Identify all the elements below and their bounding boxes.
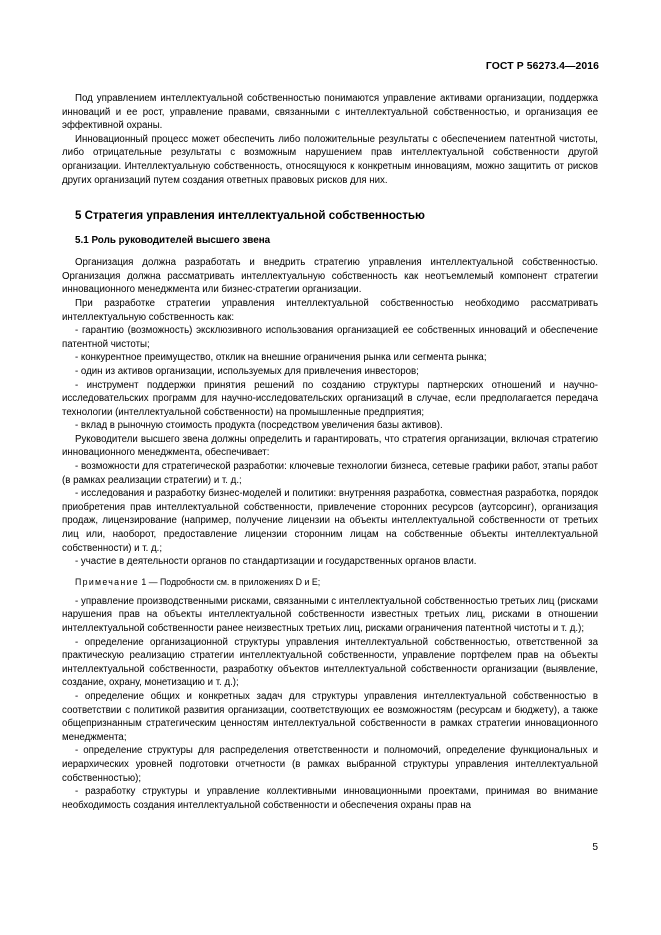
note-label: Примечание [75,576,139,587]
note-text: 1 — Подробности см. в приложениях D и E; [141,576,321,587]
body-paragraph: Руководители высшего звена должны определить и гарантировать, что стратегия организации, включая стратегию инновационного менеджмента, обеспечивает: [62,433,598,459]
list-item: - определение организационной структуры управления интеллектуальной собственностью, ответственной за практическую реализацию стратегии интеллектуальной собственности, управление портфелем прав на объекты интеллектуальной собственности, разработку объектов интеллектуальной собственности организации (выявление, создание, охрану, монетизацию и т. д.); [62,636,598,689]
page-number: 5 [592,842,598,853]
document-body [62,92,598,812]
list-item: - вклад в рыночную стоимость продукта (посредством увеличения базы активов). [75,420,443,432]
subsection-heading: 5.1 Роль руководителей высшего звена [75,235,271,247]
list-item: - исследования и разработку бизнес-моделей и политики: внутренняя разработка, совместная разработка, порядок приобретения прав интеллектуальной собственности, привлечение сторонних ресурсов (аутсорсинг), организация продаж, лицензирование (например, получение лицензии на объекты интеллектуальной собственности от третьих лиц или, наоборот, предоставление лицензии сторонним лицам на собственные объекты интеллектуальной собственности) и т. д.; [62,488,598,554]
body-paragraph: Организация должна разработать и внедрить стратегию управления интеллектуальной собственностью. Организация должна рассматривать интеллектуальную собственность как неотъемлемый компонент стратегии инновационного менеджмента или бизнес-стратегии организации. [62,257,598,296]
list-item: - участие в деятельности органов по стандартизации и государственных органов власти. [75,556,477,568]
list-item: - возможности для стратегической разработки: ключевые технологии бизнеса, сетевые графики работ, этапы работ (в рамках реализации стратегии) и т. д.; [62,461,598,486]
list-item: - один из активов организации, используемых для привлечения инвесторов; [75,365,419,377]
list-item: - инструмент поддержки принятия решений по созданию структуры партнерских отношений и научно-исследовательских программ для научно-исследовательских организаций в случае, если предполагается передача технологии (интеллектуальной собственности) на промышленные предприятия; [62,379,598,418]
body-paragraph: Под управлением интеллектуальной собственностью понимаются управление активами организации, поддержка инноваций и ее рост, управление правами, связанными с интеллектуальной собственностью, и организация ее эффективной охраны. [62,93,598,132]
document-code: ГОСТ Р 56273.4—2016 [485,61,599,72]
body-paragraph: Инновационный процесс может обеспечить либо положительные результаты с обеспечением патентной чистоты, либо отрицательные результаты с возможным нарушением прав интеллектуальной собственности другой организации. Интеллектуальную собственность, относящуюся к конкретным инновациям, можно защитить от рисков других организаций путем создания ответных правовых рисков для них. [62,133,598,186]
list-item: - гарантию (возможность) эксклюзивного использования организацией ее собственных инноваций и обеспечение патентной чистоты; [62,325,598,350]
list-item: - конкурентное преимущество, отклик на внешние ограничения рынка или сегмента рынка; [75,352,487,364]
list-item: - определение структуры для распределения ответственности и полномочий, определение функциональных и иерархических уровней подготовки отчетности (в рамках выбранной структуры управления интеллектуальной собственностью); [62,745,598,784]
section-heading: 5 Стратегия управления интеллектуальной собственностью [75,209,425,223]
body-paragraph: При разработке стратегии управления интеллектуальной собственностью необходимо рассматривать интеллектуальную собственность как: [62,297,598,323]
note [62,576,598,589]
list-item: - управление производственными рисками, связанными с интеллектуальной собственностью третьих лиц (рисками нарушения прав на объекты интеллектуальной собственности известных третьих лиц, рисками в отношении интеллектуальной собственности ранее неизвестных третьих лиц, рисками ограничения патентной чистоты и т. д.); [62,595,598,634]
list-item: - разработку структуры и управление коллективными инновационными проектами, принимая во внимание необходимость создания интеллектуальной собственности и обеспечения охраны прав на [62,786,598,811]
list-item: - определение общих и конкретных задач для структуры управления интеллектуальной собственностью в соответствии с политикой развития организации, соответствующих ее возможностям (ресурсам и бюджету), а также общепризнанным стратегическим ценностям интеллектуальной собственности в рамках стратегии инновационного менеджмента; [62,690,598,743]
